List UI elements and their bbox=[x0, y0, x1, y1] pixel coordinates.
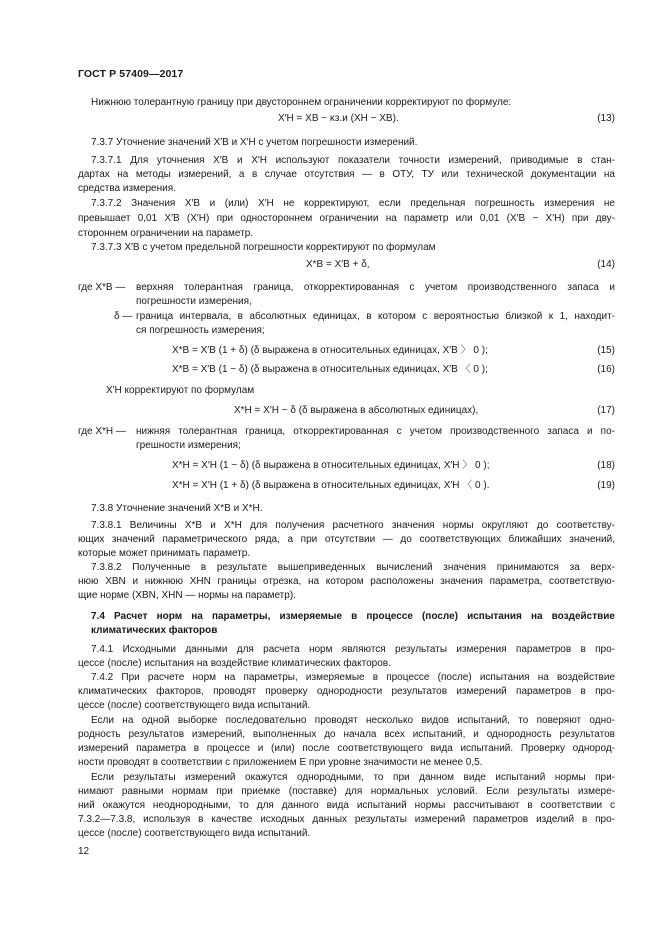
paragraph-line: Если на одной выборке последовательно проводят несколько видов испытаний, то поверяют одно- bbox=[91, 715, 615, 726]
paragraph-line: дартах на методы измерений, а в случае отсутствия — в ОТУ, ТУ или технической документации на bbox=[78, 169, 615, 180]
paragraph-line: 7.4.1 Исходными данными для расчета норм являются результаты измерения параметров в про- bbox=[91, 644, 615, 655]
paragraph-line: которые может принимать параметр. bbox=[78, 548, 251, 559]
paragraph-line: Нижнюю толерантную границу при двустороннем ограничении корректируют по формуле: bbox=[91, 97, 512, 108]
paragraph-line: 7.3.8.1 Величины X*B и X*H для получения расчетного значения нормы округляют до соответству- bbox=[91, 520, 615, 531]
equation-number: (17) bbox=[597, 405, 615, 416]
equation-number: (19) bbox=[597, 480, 615, 491]
paragraph-line: измерений параметра в процессе и (или) после соответствующего вида испытаний. Проверку однород- bbox=[78, 743, 615, 754]
paragraph-line: превышает 0,01 X′B (X′H) при одностороннем ограничении на параметр или 0,01 (X′B − X′H) при дву- bbox=[78, 213, 615, 224]
equation-number: (14) bbox=[597, 259, 615, 270]
running-header: ГОСТ Р 57409—2017 bbox=[78, 68, 184, 80]
paragraph-line: цессе (после) испытания на воздействие климатических факторов. bbox=[78, 658, 391, 669]
paragraph-line: климатических факторов, проводят проверку однородности результатов измерений параметров в про- bbox=[78, 686, 615, 697]
paragraph-line: ющих значений параметрического ряда, а при отсутствии — до соответствующих ближайших значений, bbox=[78, 534, 615, 545]
section-heading: климатических факторов bbox=[91, 625, 218, 636]
paragraph-line: 7.3.7.3 X′B с учетом предельной погрешности корректируют по формулам bbox=[91, 242, 436, 253]
paragraph-line: Если результаты измерений окажутся однородными, то при данном виде испытаний нормы при- bbox=[91, 772, 615, 783]
paragraph-line: щие норме (XBN, XHN — нормы на параметр). bbox=[78, 590, 296, 601]
equation-18: X*H = X′H (1 − δ) (δ выражена в относительных единицах, X′H 〉 0 ); bbox=[172, 460, 490, 471]
paragraph-line: ности проводят в соответствии с приложением Е при уровне значимости не менее 0,5. bbox=[78, 757, 483, 768]
section-heading: 7.3.7 Уточнение значений X′B и X′H с учетом погрешности измерений. bbox=[91, 137, 418, 148]
equation-17: X*H = X′H − δ (δ выражена в абсолютных единицах), bbox=[234, 405, 479, 416]
paragraph-line: стороннем ограничении на параметр. bbox=[78, 228, 254, 239]
paragraph-line: 7.3.7.1 Для уточнения X′B и X′H используют показатели точности измерений, приводимые в стан- bbox=[91, 155, 615, 166]
paragraph-line: средства измерения. bbox=[78, 183, 176, 194]
where-symbol: где X*B — bbox=[78, 282, 126, 293]
section-heading: 7.4 Расчет норм на параметры, измеряемые в процессе (после) испытания на воздействие bbox=[91, 611, 615, 622]
paragraph-line: 7.4.2 При расчете норм на параметры, измеряемые в процессе (после) испытания на воздействие bbox=[91, 672, 615, 683]
equation-15: X*B = X′B (1 + δ) (δ выражена в относительных единицах, X′B 〉 0 ); bbox=[172, 345, 488, 356]
equation-number: (16) bbox=[597, 364, 615, 375]
paragraph-line: родность результатов измерений, выполненных до начала всех испытаний, и однородность результатов bbox=[78, 729, 615, 740]
paragraph-line: грешности измерения; bbox=[136, 440, 241, 451]
paragraph-line: граница интервала, в абсолютных единицах, в котором с вероятностью близкой к 1, находит- bbox=[136, 311, 615, 322]
paragraph-line: ний окажутся неоднородными, то для данного вида испытаний нормы рассчитывают в соответствии с bbox=[78, 800, 615, 811]
paragraph-line: нимают равными нормам при приемке (поставке) для нормальных условий. Если результаты измере- bbox=[78, 786, 615, 797]
equation-number: (15) bbox=[597, 345, 615, 356]
equation-number: (13) bbox=[597, 113, 615, 124]
paragraph-line: цессе (после) соответствующего вида испытаний. bbox=[78, 700, 311, 711]
paragraph-line: верхняя толерантная граница, откорректированная с учетом производственного запаса и bbox=[136, 282, 615, 293]
equation-14: X*B = X′B + δ, bbox=[306, 259, 370, 270]
paragraph-line: погрешности измерения, bbox=[136, 296, 252, 307]
equation-number: (18) bbox=[597, 460, 615, 471]
equation-13: X′H = XB − κз.и (XH − XB). bbox=[278, 113, 399, 124]
equation-16: X*B = X′B (1 − δ) (δ выражена в относительных единицах, X′B 〈 0 ); bbox=[172, 364, 488, 375]
equation-19: X*H = X′H (1 + δ) (δ выражена в относительных единицах, X′H 〈 0 ). bbox=[172, 480, 490, 491]
paragraph-line: цессе (после) соответствующего вида испытаний. bbox=[78, 828, 311, 839]
paragraph-line: 7.3.2—7.3.8, используя в качестве исходных данных результаты измерений параметров изделий в про- bbox=[78, 814, 615, 825]
page-number: 12 bbox=[78, 846, 90, 857]
paragraph-line: нюю XBN и нижнюю XHN границы отрезка, на котором расположены значения параметра, соответствую- bbox=[78, 576, 615, 587]
where-symbol: где X*H — bbox=[78, 426, 126, 437]
section-heading: 7.3.8 Уточнение значений X*B и X*H. bbox=[91, 503, 263, 514]
paragraph-line: ся погрешность измерения; bbox=[136, 325, 265, 336]
paragraph-line: X′H корректируют по формулам bbox=[106, 385, 255, 396]
paragraph-line: 7.3.7.2 Значения X′B и (или) X′H не корректируют, если предельная погрешность измерения не bbox=[91, 198, 615, 209]
paragraph-line: 7.3.8.2 Полученные в результате вышеприведенных вычислений значения принимаются за верх- bbox=[91, 562, 615, 573]
where-symbol: δ — bbox=[114, 311, 133, 322]
paragraph-line: нижняя толерантная граница, откорректированная с учетом производственного запаса и по- bbox=[136, 426, 615, 437]
